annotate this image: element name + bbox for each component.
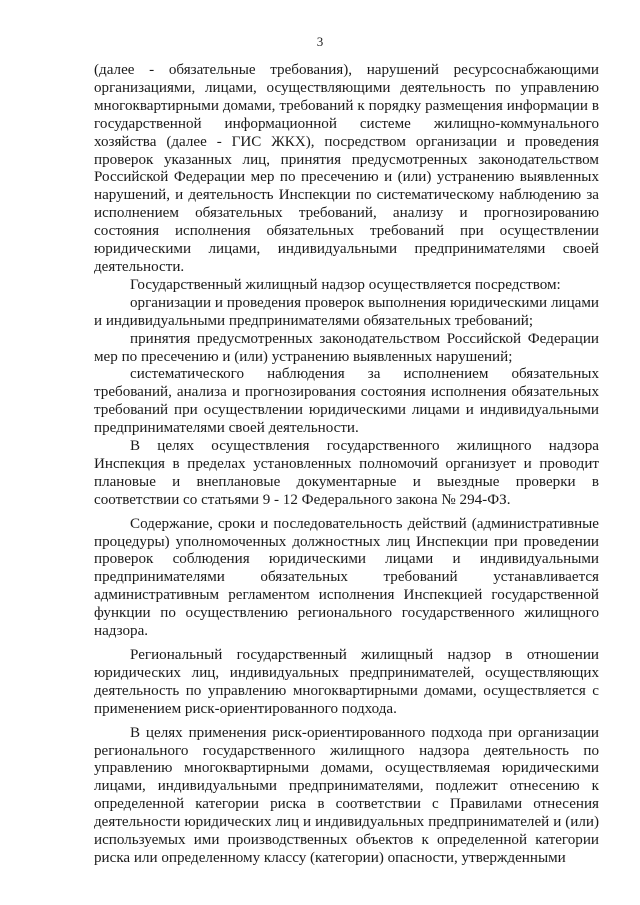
paragraph-supervision-means: Государственный жилищный надзор осуществляется посредством: bbox=[130, 276, 561, 293]
paragraph-measures-item: принятия предусмотренных законодательством Российской Федерации мер по пресечению и (или) устранению выявленных нарушений; bbox=[94, 330, 599, 365]
page-number: 3 bbox=[316, 34, 324, 49]
paragraph-procedures: Содержание, сроки и последовательность действий (административные процедуры) уполномоченных должностных лиц Инспекции при проведении проверок соблюдения юридическими лицами и индивидуальными предпринимателями обязательных требований устанавливается административным регламентом исполнения Инспекцией государственной функции по осуществлению регионального государственного жилищного надзора. bbox=[94, 515, 599, 640]
document-body bbox=[94, 62, 599, 868]
paragraph-risk-approach: Региональный государственный жилищный надзор в отношении юридических лиц, индивидуальных предпринимателей, осуществляющих деятельность по управлению многоквартирными домами, осуществляется с применением риск-ориентированного подхода. bbox=[94, 647, 599, 717]
paragraph-monitoring-item: систематического наблюдения за исполнением обязательных требований, анализа и прогнозирования состояния исполнения обязательных требований при осуществлении юридическими лицами и индивидуальными предпринимателями своей деятельности. bbox=[94, 366, 599, 437]
paragraph-risk-categories: В целях применения риск-ориентированного подхода при организации регионального государственного жилищного надзора деятельность по управлению многоквартирными домами, осуществляемая юридическими лицами, индивидуальными предпринимателями, подлежит отнесению к определенной категории риска в соответствии с Правилами отнесения деятельности юридических лиц и индивидуальных предпринимателей и (или) используемых ими производственных объектов к определенной категории риска или определенному классу (категории) опасности, утвержденными bbox=[94, 724, 599, 866]
paragraph-inspection-purpose: В целях осуществления государственного жилищного надзора Инспекция в пределах установленных полномочий организует и проводит плановые и внеплановые документарные и выездные проверки в соответствии со статьями 9 - 12 Федерального закона № 294-ФЗ. bbox=[94, 438, 599, 508]
paragraph-continuation: (далее - обязательные требования), нарушений ресурсоснабжающими организациями, лицами, осуществляющими деятельность по управлению многоквартирными домами, требований к порядку размещения информации в государственной информационной системе жилищно-коммунального хозяйства (далее - ГИС ЖКХ), посредством организации и проведения проверок указанных лиц, принятия предусмотренных законодательством Российской Федерации мер по пресечению и (или) устранению выявленных нарушений, и деятельность Инспекции по систематическому наблюдению за исполнением обязательных требований, анализу и прогнозированию состояния исполнения обязательных требований при осуществлении юридическими лицами, индивидуальными предпринимателями своей деятельности. bbox=[94, 62, 599, 275]
paragraph-inspections-item: организации и проведения проверок выполнения юридическими лицами и индивидуальными предпринимателями обязательных требований; bbox=[94, 294, 599, 329]
